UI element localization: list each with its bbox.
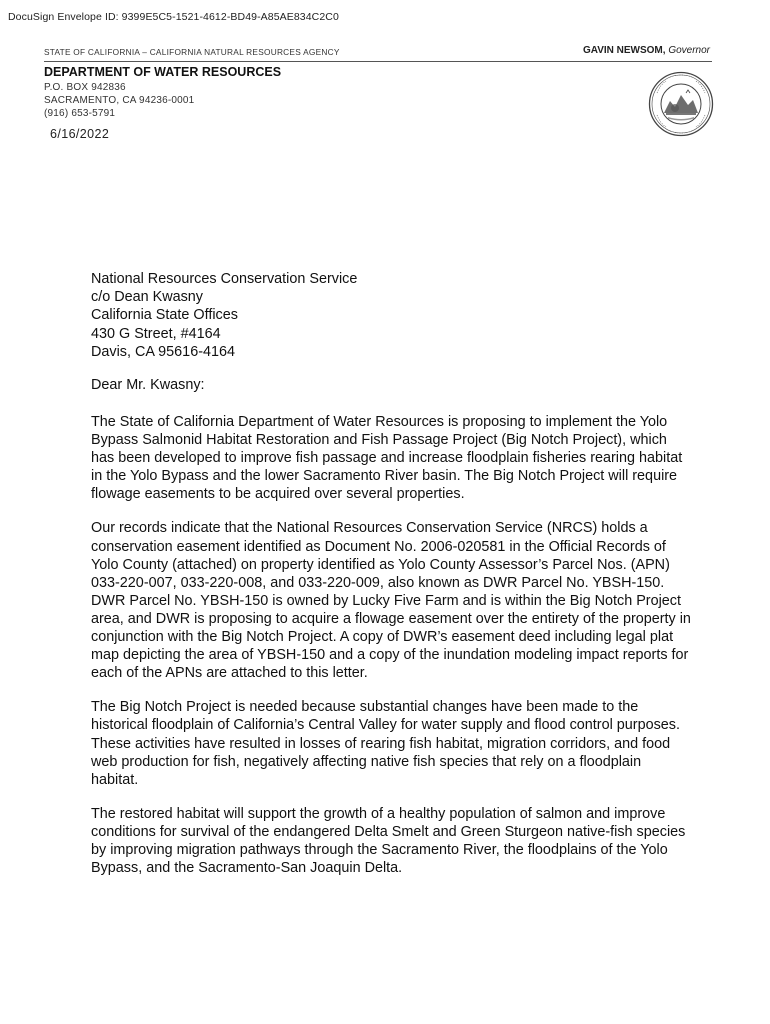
body-paragraph: The Big Notch Project is needed because substantial changes have been made to the historical floodplain of California’s Central Valley for water supply and flood control purposes. These activities have resulted in losses of rearing fish habitat, migration corridors, and food web production for fish, negatively affecting native fish species that rely on a floodplain habitat. xyxy=(91,699,680,788)
letter-date: 6/16/2022 xyxy=(50,127,110,141)
recipient-line: Davis, CA 95616-4164 xyxy=(91,343,235,360)
governor-name: GAVIN NEWSOM, xyxy=(582,45,666,56)
department-name: DEPARTMENT OF WATER RESOURCES xyxy=(44,65,282,79)
salutation: Dear Mr. Kwasny: xyxy=(91,377,205,393)
recipient-line: c/o Dean Kwasny xyxy=(91,289,203,306)
state-seal-icon xyxy=(648,71,714,137)
address-line: P.O. BOX 942836 xyxy=(44,82,126,93)
recipient-line: California State Offices xyxy=(91,307,238,324)
department-address xyxy=(44,81,194,120)
recipient-address xyxy=(91,270,357,361)
address-line: (916) 653-5791 xyxy=(44,108,116,119)
governor-title: Governor xyxy=(668,45,710,56)
recipient-line: National Resources Conservation Service xyxy=(91,271,358,287)
recipient-line: 430 G Street, #4164 xyxy=(91,325,221,342)
body-paragraph: The State of California Department of Water Resources is proposing to implement the Yolo Bypass Salmonid Habitat Restoration and Fish Passage Project (Big Notch Project), which has been developed to improve fish passage and increase floodplain fisheries rearing habitat in the Yolo Bypass and the lower Sacramento River basin. The Big Notch Project will require flowage easements to be acquired over several properties. xyxy=(91,414,683,503)
address-line: SACRAMENTO, CA 94236-0001 xyxy=(44,95,195,106)
header-divider xyxy=(44,61,712,62)
agency-line: STATE OF CALIFORNIA – CALIFORNIA NATURAL RESOURCES AGENCY xyxy=(44,47,340,57)
docusign-envelope-id: DocuSign Envelope ID: 9399E5C5-1521-4612-BD49-A85AE834C2C0 xyxy=(8,11,339,23)
body-paragraph: The restored habitat will support the growth of a healthy population of salmon and improve conditions for survival of the endangered Delta Smelt and Green Sturgeon native-fish species by improving migration pathways through the Sacramento River, the floodplains of the Yolo Bypass, and the Sacramento-San Joaquin Delta. xyxy=(91,805,686,877)
letter-body xyxy=(91,413,691,893)
body-paragraph: Our records indicate that the National Resources Conservation Service (NRCS) holds a conservation easement identified as Document No. 2006-020581 in the Official Records of Yolo County (attached) on property identified as Yolo County Assessor’s Parcel Nos. (APN) 033-220-007, 033-220-008, and 033-220-009, also known as DWR Parcel No. YBSH-150. DWR Parcel No. YBSH-150 is owned by Lucky Five Farm and is within the Big Notch Project area, and DWR is proposing to acquire a flowage easement over the entirety of the property in conjunction with the Big Notch Project. A copy of DWR’s easement deed including legal plat map depicting the area of YBSH-150 and a copy of the inundation modeling impact reports for each of the APNs are attached to this letter. xyxy=(91,520,691,682)
governor-line xyxy=(583,45,710,56)
